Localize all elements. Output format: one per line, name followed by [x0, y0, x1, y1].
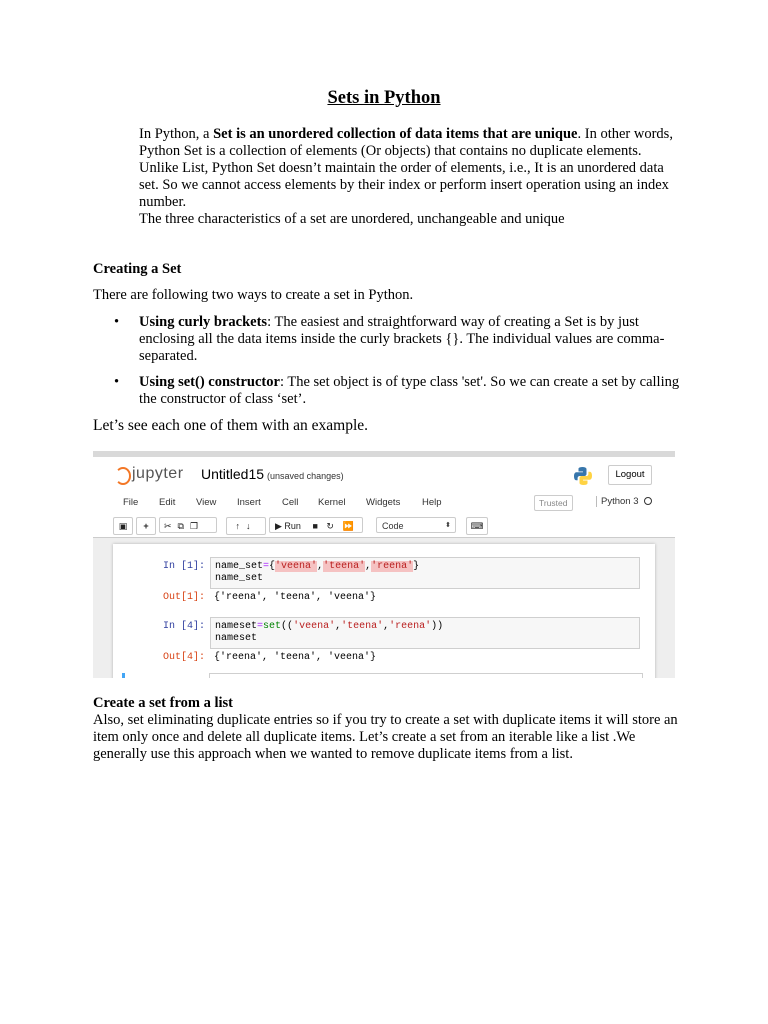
creating-set-heading: Creating a Set — [93, 261, 182, 277]
code-comma: , — [317, 561, 324, 572]
intro-bold-definition: Set is an unordered collection of data items that are unique — [213, 126, 578, 142]
code-var: name_set — [215, 561, 264, 572]
intro-section — [139, 126, 679, 228]
menu-cell[interactable]: Cell — [282, 497, 299, 508]
code-operator: = — [263, 561, 270, 572]
unsaved-status: (unsaved changes) — [267, 471, 344, 481]
intro-paragraph-1 — [139, 126, 679, 160]
notebook-page — [113, 544, 655, 678]
code-cell[interactable] — [210, 557, 640, 589]
stop-icon[interactable]: ■ — [312, 521, 318, 531]
code-builtin: set — [263, 621, 282, 632]
code-string: 'teena' — [341, 621, 384, 632]
from-list-text: Also, set eliminating duplicate entries so if you try to create a set with duplicate items it will store an item only once and delete all duplicate items. Let’s create a set from an iterable like a list .We generally use this approach when we wanted to remove duplicate items from a list. — [93, 712, 678, 762]
logout-button[interactable]: Logout — [608, 465, 652, 485]
cell-output: {'reena', 'teena', 'veena'} — [214, 652, 377, 663]
code-string: 'veena' — [293, 621, 336, 632]
code-comma: , — [365, 561, 372, 572]
cell-type-value: Code — [382, 521, 404, 531]
cell-type-select[interactable] — [376, 517, 456, 533]
selected-cell-indicator — [122, 673, 125, 678]
code-operator: = — [257, 621, 264, 632]
code-paren: )) — [431, 621, 444, 632]
intro-text: . In other words, Python Set is a collection of elements (Or objects) that contains no duplicate elements. — [139, 126, 673, 159]
kernel-status-icon — [644, 497, 652, 505]
menu-edit[interactable]: Edit — [159, 497, 176, 508]
move-down-icon[interactable]: ↓ — [246, 521, 257, 531]
list-item — [93, 314, 683, 365]
bullet-icon: • — [114, 374, 120, 390]
empty-code-cell[interactable] — [209, 673, 643, 678]
notebook-name[interactable] — [201, 466, 344, 482]
menu-kernel[interactable]: Kernel — [318, 497, 346, 508]
bullet-icon: • — [114, 314, 120, 330]
cell-in-prompt: In [1]: — [162, 561, 205, 572]
code-string: 'reena' — [371, 561, 414, 572]
notebook-title: Untitled15 — [201, 466, 265, 482]
menu-insert[interactable]: Insert — [237, 497, 261, 508]
code-comma: , — [335, 621, 342, 632]
kernel-indicator — [596, 496, 652, 507]
code-paren: (( — [281, 621, 294, 632]
code-comma: , — [383, 621, 390, 632]
code-cell[interactable] — [210, 617, 640, 649]
move-button-group — [226, 517, 266, 535]
run-icon[interactable]: ▶ — [275, 521, 285, 531]
menu-widgets[interactable]: Widgets — [366, 497, 401, 508]
move-up-icon[interactable]: ↑ — [235, 521, 246, 531]
intro-text: In Python, a — [139, 126, 214, 142]
cell-out-prompt: Out[1]: — [162, 592, 205, 603]
intro-paragraph-2: Unlike List, Python Set doesn’t maintain the order of elements, i.e., It is an unordered data set. So we cannot access elements by their index or perform insert operation using an index number. — [139, 160, 669, 210]
creating-set-lead: There are following two ways to create a set in Python. — [93, 287, 414, 303]
clipboard-button-group — [159, 517, 217, 533]
jupyter-logo-text: jupyter — [132, 465, 184, 482]
code-brace: } — [413, 561, 420, 572]
jupyter-screenshot — [93, 451, 675, 678]
fast-forward-icon[interactable]: ⏩ — [342, 521, 354, 531]
code-string: 'reena' — [389, 621, 432, 632]
header-divider — [93, 537, 675, 538]
creation-methods-list — [93, 314, 683, 417]
code-brace: { — [269, 561, 276, 572]
run-button-group — [269, 517, 363, 533]
bullet-text: : The set object is of type class 'set'. So we can create a set by calling the constructor of class ‘set’. — [139, 374, 680, 407]
from-list-heading: Create a set from a list — [93, 695, 233, 711]
code-var: name_set — [215, 573, 264, 584]
cell-output: {'reena', 'teena', 'veena'} — [214, 592, 377, 603]
intro-paragraph-3: The three characteristics of a set are unordered, unchangeable and unique — [139, 211, 565, 227]
restart-icon[interactable]: ↻ — [326, 521, 334, 531]
trusted-indicator[interactable]: Trusted — [534, 495, 573, 511]
bullet-term: Using set() constructor — [139, 374, 280, 390]
code-string: 'teena' — [323, 561, 366, 572]
run-label[interactable]: Run — [284, 521, 301, 531]
cell-in-prompt: In [4]: — [162, 621, 205, 632]
command-palette-icon[interactable]: ⌨ — [466, 517, 488, 535]
python-logo-icon — [573, 466, 593, 486]
bullet-term: Using curly brackets — [139, 314, 268, 330]
copy-icon[interactable]: ⧉ — [177, 521, 190, 531]
paste-icon[interactable]: ❐ — [189, 521, 205, 531]
kernel-name: Python 3 — [601, 496, 639, 507]
add-cell-icon[interactable]: + — [136, 517, 156, 535]
list-item — [93, 374, 683, 408]
menu-file[interactable]: File — [123, 497, 139, 508]
cell-out-prompt: Out[4]: — [162, 652, 205, 663]
bullet-text: : The easiest and straightforward way of creating a Set is by just enclosing all the data items inside the curly brackets {}. The individual values are comma-separated. — [139, 314, 665, 364]
code-var: nameset — [215, 621, 258, 632]
menu-view[interactable]: View — [196, 497, 217, 508]
jupyter-header — [93, 457, 675, 537]
save-icon[interactable]: ▣ — [113, 517, 133, 535]
jupyter-logo-icon — [115, 467, 131, 485]
example-intro: Let’s see each one of them with an example. — [93, 417, 369, 434]
menu-help[interactable]: Help — [422, 497, 442, 508]
code-var: nameset — [215, 633, 258, 644]
page-title: Sets in Python — [327, 88, 441, 108]
cut-icon[interactable]: ✂ — [164, 521, 178, 531]
code-string: 'veena' — [275, 561, 318, 572]
select-caret-icon: ⬍ — [445, 522, 451, 529]
